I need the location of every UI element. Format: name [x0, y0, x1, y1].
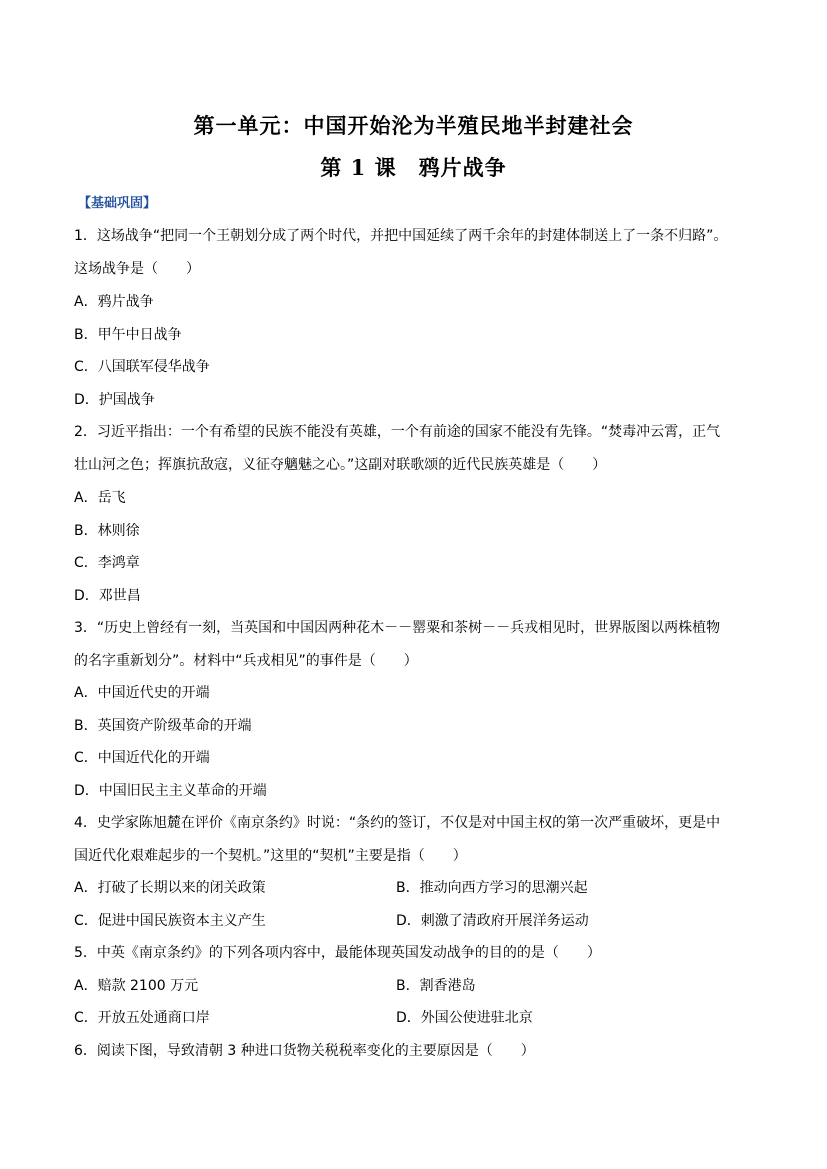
- option-b: B．推动向西方学习的思潮兴起: [396, 880, 588, 896]
- question-stem: 1．这场战争“把同一个王朝划分成了两个时代，并把中国延续了两千余年的封建体制送上了一条不归路”。: [74, 228, 728, 244]
- option-c: C．八国联军侵华战争: [74, 359, 210, 375]
- section-label: 【基础巩固】: [78, 196, 157, 211]
- option-a: A．鸦片战争: [74, 294, 154, 310]
- option-d: D．外国公使进驻北京: [396, 1010, 533, 1026]
- option-a: A．岳飞: [74, 490, 126, 506]
- lesson-title: 第 1 课 鸦片战争: [320, 155, 507, 180]
- question-stem: 6．阅读下图，导致清朝 3 种进口货物关税税率变化的主要原因是（ ）: [74, 1043, 535, 1059]
- question-stem: 4．史学家陈旭麓在评价《南京条约》时说：“条约的签订，不仅是对中国主权的第一次严重破坏，更是中: [74, 815, 721, 831]
- option-c: C．开放五处通商口岸: [74, 1010, 210, 1026]
- option-b: B．甲午中日战争: [74, 327, 182, 343]
- option-a: A．打破了长期以来的闭关政策: [74, 880, 266, 896]
- option-d: D．邓世昌: [74, 588, 141, 604]
- question-stem: 的名字重新划分”。材料中“兵戎相见”的事件是（ ）: [74, 653, 418, 669]
- option-b: B．英国资产阶级革命的开端: [74, 718, 252, 734]
- option-d: D．中国旧民主主义革命的开端: [74, 783, 267, 799]
- option-c: C．李鸿章: [74, 555, 140, 571]
- option-b: B．割香港岛: [396, 978, 476, 994]
- option-a: A．中国近代史的开端: [74, 685, 210, 701]
- question-stem: 壮山河之色；挥旗抗敌寇，义征夺魑魅之心。”这副对联歌颂的近代民族英雄是（ ）: [74, 457, 607, 473]
- option-d: D．刺激了清政府开展洋务运动: [396, 913, 589, 929]
- question-stem: 3．“历史上曾经有一刻，当英国和中国因两种花木－－罂粟和茶树－－兵戎相见时，世界版图以两株植物: [74, 620, 721, 636]
- question-stem: 国近代化艰难起步的一个契机。”这里的“契机”主要是指（ ）: [74, 848, 467, 864]
- option-d: D．护国战争: [74, 392, 155, 408]
- unit-title: 第一单元：中国开始沦为半殖民地半封建社会: [193, 113, 634, 138]
- option-b: B．林则徐: [74, 523, 140, 539]
- question-stem: 2．习近平指出：一个有希望的民族不能没有英雄，一个有前途的国家不能没有先锋。“焚毒冲云霄，正气: [74, 424, 721, 440]
- option-c: C．促进中国民族资本主义产生: [74, 913, 266, 929]
- option-a: A．赔款 2100 万元: [74, 978, 199, 994]
- option-c: C．中国近代化的开端: [74, 750, 210, 766]
- question-stem: 5．中英《南京条约》的下列各项内容中，最能体现英国发动战争的目的的是（ ）: [74, 945, 601, 961]
- question-stem: 这场战争是（ ）: [74, 261, 200, 277]
